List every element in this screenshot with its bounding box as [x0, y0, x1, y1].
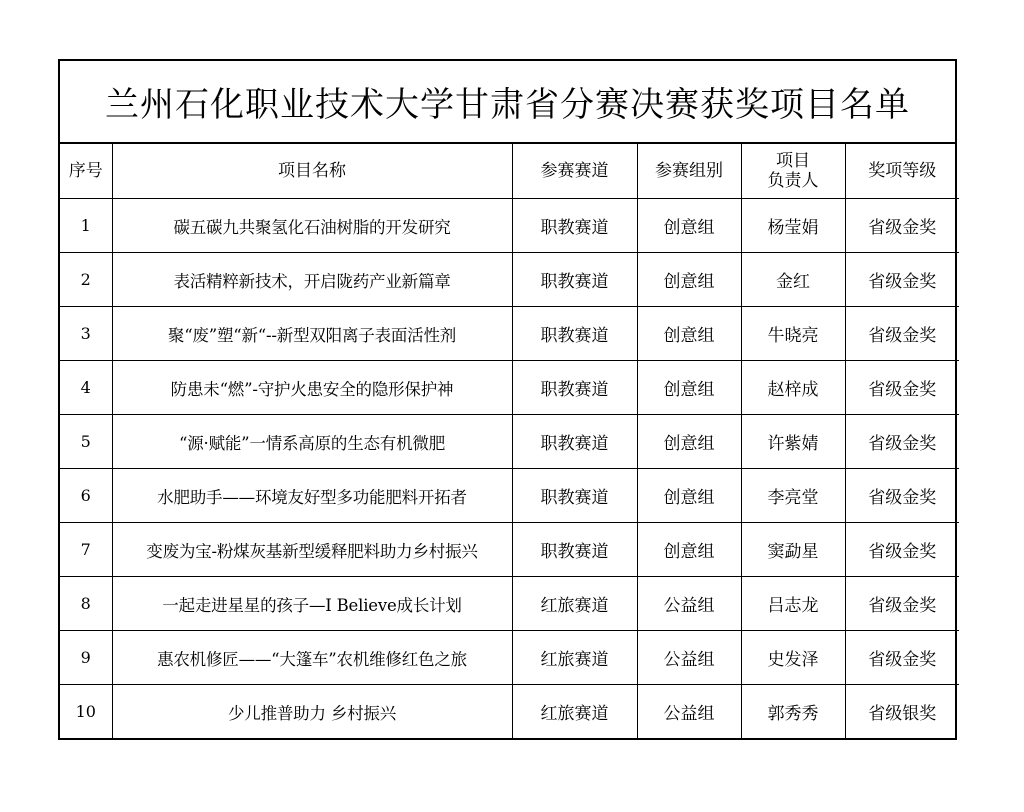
cell-name: 表活精粹新技术，开启陇药产业新篇章: [112, 253, 512, 307]
cell-lead: 郭秀秀: [741, 685, 845, 739]
cell-name: 水肥助手——环境友好型多功能肥料开拓者: [112, 469, 512, 523]
cell-name: 防患未“燃”-守护火患安全的隐形保护神: [112, 361, 512, 415]
cell-group: 公益组: [637, 685, 741, 739]
cell-group: 创意组: [637, 415, 741, 469]
cell-name: 少儿推普助力 乡村振兴: [112, 685, 512, 739]
cell-lead: 金红: [741, 253, 845, 307]
cell-track: 红旅赛道: [512, 631, 637, 685]
award-list-sheet: [58, 59, 957, 740]
cell-num: 3: [60, 307, 112, 361]
page-title: 兰州石化职业技术大学甘肃省分赛决赛获奖项目名单: [60, 61, 955, 144]
cell-award: 省级金奖: [845, 631, 959, 685]
cell-award: 省级金奖: [845, 307, 959, 361]
header-award: 奖项等级: [845, 144, 959, 199]
cell-track: 职教赛道: [512, 199, 637, 253]
cell-track: 职教赛道: [512, 523, 637, 577]
table-row: [60, 685, 959, 739]
cell-track: 红旅赛道: [512, 685, 637, 739]
cell-name: 一起走进星星的孩子—I Believe成长计划: [112, 577, 512, 631]
cell-award: 省级金奖: [845, 199, 959, 253]
cell-group: 创意组: [637, 199, 741, 253]
cell-num: 10: [60, 685, 112, 739]
cell-track: 职教赛道: [512, 361, 637, 415]
cell-group: 创意组: [637, 253, 741, 307]
cell-lead: 史发泽: [741, 631, 845, 685]
cell-group: 创意组: [637, 523, 741, 577]
header-lead-line2: 负责人: [767, 171, 819, 191]
cell-num: 9: [60, 631, 112, 685]
award-table: [60, 144, 959, 738]
cell-name: 聚“废”塑“新“--新型双阳离子表面活性剂: [112, 307, 512, 361]
cell-group: 公益组: [637, 631, 741, 685]
cell-track: 职教赛道: [512, 415, 637, 469]
table-header-row: [60, 144, 959, 199]
cell-track: 红旅赛道: [512, 577, 637, 631]
table-row: [60, 631, 959, 685]
header-lead: [741, 144, 845, 199]
cell-lead: 赵梓成: [741, 361, 845, 415]
cell-award: 省级金奖: [845, 361, 959, 415]
header-lead-line1: 项目: [776, 151, 810, 171]
table-row: [60, 523, 959, 577]
table-row: [60, 361, 959, 415]
cell-group: 创意组: [637, 307, 741, 361]
table-row: [60, 577, 959, 631]
cell-num: 2: [60, 253, 112, 307]
header-name: 项目名称: [112, 144, 512, 199]
cell-lead: 窦勐星: [741, 523, 845, 577]
cell-track: 职教赛道: [512, 253, 637, 307]
cell-name: 惠农机修匠——“大篷车”农机维修红色之旅: [112, 631, 512, 685]
cell-lead: 李亮堂: [741, 469, 845, 523]
cell-track: 职教赛道: [512, 307, 637, 361]
cell-name: 碳五碳九共聚氢化石油树脂的开发研究: [112, 199, 512, 253]
cell-name: “源·赋能”一情系高原的生态有机微肥: [112, 415, 512, 469]
cell-award: 省级金奖: [845, 523, 959, 577]
cell-lead: 许紫婧: [741, 415, 845, 469]
cell-num: 4: [60, 361, 112, 415]
cell-award: 省级金奖: [845, 253, 959, 307]
header-track: 参赛赛道: [512, 144, 637, 199]
cell-lead: 吕志龙: [741, 577, 845, 631]
header-num: 序号: [60, 144, 112, 199]
table-row: [60, 253, 959, 307]
cell-group: 创意组: [637, 361, 741, 415]
cell-num: 7: [60, 523, 112, 577]
cell-track: 职教赛道: [512, 469, 637, 523]
cell-award: 省级金奖: [845, 415, 959, 469]
cell-num: 5: [60, 415, 112, 469]
table-row: [60, 307, 959, 361]
cell-lead: 杨莹娟: [741, 199, 845, 253]
header-group: 参赛组别: [637, 144, 741, 199]
cell-num: 1: [60, 199, 112, 253]
table-row: [60, 415, 959, 469]
cell-group: 创意组: [637, 469, 741, 523]
cell-num: 8: [60, 577, 112, 631]
table-row: [60, 199, 959, 253]
table-row: [60, 469, 959, 523]
cell-num: 6: [60, 469, 112, 523]
cell-lead: 牛晓亮: [741, 307, 845, 361]
cell-award: 省级银奖: [845, 685, 959, 739]
cell-award: 省级金奖: [845, 469, 959, 523]
cell-name: 变废为宝-粉煤灰基新型缓释肥料助力乡村振兴: [112, 523, 512, 577]
cell-group: 公益组: [637, 577, 741, 631]
cell-award: 省级金奖: [845, 577, 959, 631]
